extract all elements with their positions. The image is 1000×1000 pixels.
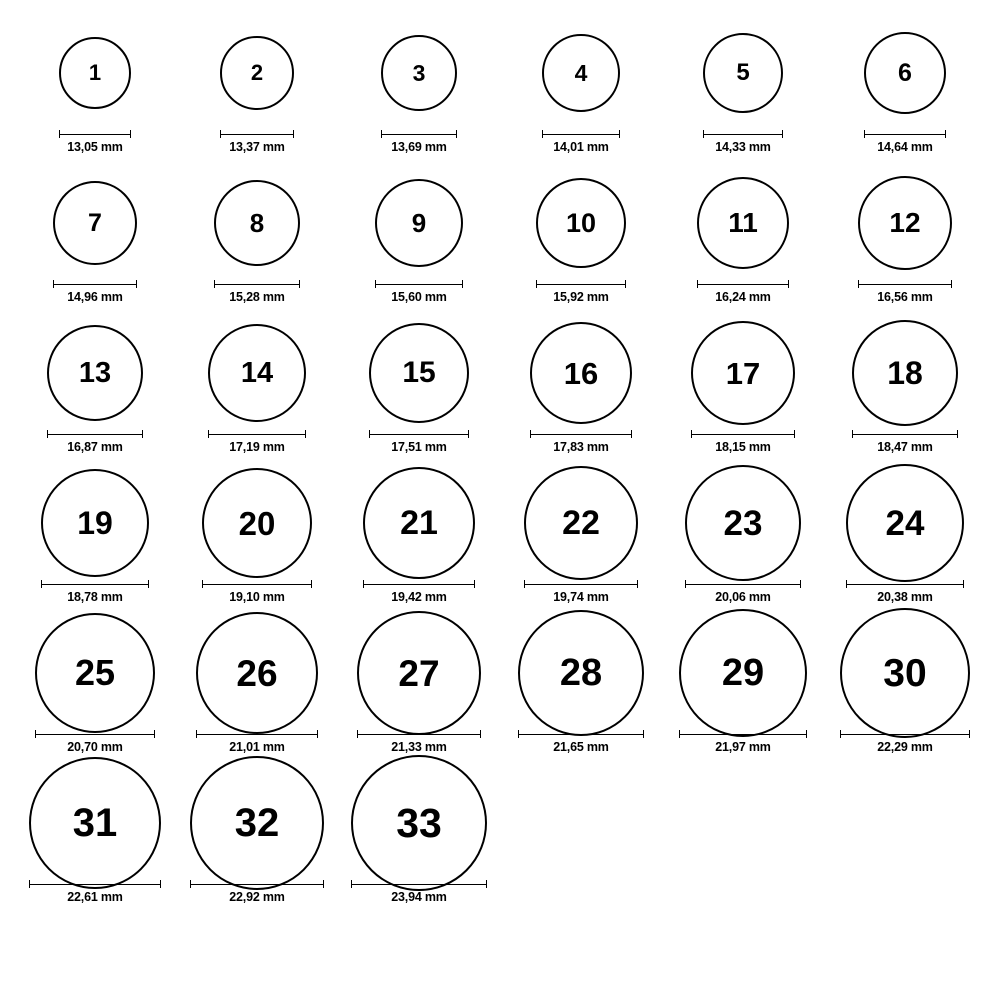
diameter-caliper	[518, 729, 644, 738]
ring-circle-wrap	[208, 318, 306, 428]
caliper-bar	[518, 730, 644, 738]
ring-circle	[196, 612, 318, 734]
diameter-caliper	[190, 879, 324, 888]
ring-size-cell	[14, 318, 176, 466]
diameter-caliper	[381, 129, 457, 138]
caliper-line	[369, 434, 469, 435]
ring-circle	[542, 34, 620, 112]
caliper-line	[679, 734, 807, 735]
caliper-bar	[357, 730, 481, 738]
ring-circle	[202, 468, 312, 578]
ring-size-cell	[14, 618, 176, 766]
ring-size-grid	[14, 18, 986, 916]
ring-circle-wrap	[220, 18, 294, 128]
diameter-caliper	[530, 429, 632, 438]
diameter-label: 13,37 mm	[229, 140, 285, 154]
diameter-caliper	[351, 879, 487, 888]
diameter-label: 18,15 mm	[715, 440, 771, 454]
ring-size-cell	[338, 768, 500, 916]
ring-circle-wrap	[530, 318, 632, 428]
diameter-label: 16,87 mm	[67, 440, 123, 454]
caliper-line	[351, 884, 487, 885]
ring-circle	[858, 176, 952, 270]
ring-size-cell	[500, 618, 662, 766]
caliper-bar	[840, 730, 970, 738]
ring-size-number: 29	[721, 652, 765, 694]
ring-size-number: 24	[885, 503, 925, 543]
ring-circle-wrap	[53, 168, 137, 278]
diameter-label: 21,65 mm	[553, 740, 609, 754]
ring-circle-wrap	[518, 618, 644, 728]
diameter-caliper	[53, 279, 137, 288]
diameter-caliper	[846, 579, 964, 588]
caliper-line	[357, 734, 481, 735]
diameter-caliper	[35, 729, 155, 738]
caliper-line	[530, 434, 632, 435]
ring-circle-wrap	[846, 468, 964, 578]
ring-circle-wrap	[840, 618, 970, 728]
caliper-line	[381, 134, 457, 135]
ring-size-number: 20	[238, 504, 276, 542]
ring-circle-wrap	[351, 768, 487, 878]
ring-size-number: 6	[898, 58, 912, 87]
caliper-bar	[536, 280, 626, 288]
caliper-bar	[381, 130, 457, 138]
ring-size-cell	[176, 618, 338, 766]
caliper-line	[208, 434, 306, 435]
diameter-label: 17,83 mm	[553, 440, 609, 454]
diameter-caliper	[47, 429, 143, 438]
ring-circle	[697, 177, 789, 269]
ring-circle	[679, 609, 807, 737]
ring-circle	[214, 180, 300, 266]
caliper-bar	[375, 280, 463, 288]
diameter-caliper	[840, 729, 970, 738]
ring-circle	[369, 323, 469, 423]
ring-size-cell	[176, 18, 338, 166]
ring-circle	[41, 469, 149, 577]
ring-size-cell	[662, 168, 824, 316]
caliper-line	[852, 434, 958, 435]
ring-circle	[351, 755, 487, 891]
ring-size-cell	[176, 318, 338, 466]
ring-size-number: 33	[396, 799, 442, 846]
ring-size-number: 16	[563, 355, 599, 391]
ring-size-cell	[338, 618, 500, 766]
caliper-bar	[202, 580, 312, 588]
diameter-label: 22,92 mm	[229, 890, 285, 904]
caliper-bar	[190, 880, 324, 888]
diameter-caliper	[679, 729, 807, 738]
caliper-bar	[196, 730, 318, 738]
ring-circle	[59, 37, 131, 109]
diameter-caliper	[697, 279, 789, 288]
caliper-line	[59, 134, 131, 135]
ring-circle-wrap	[864, 18, 946, 128]
ring-size-number: 1	[88, 60, 102, 85]
diameter-caliper	[369, 429, 469, 438]
diameter-caliper	[29, 879, 161, 888]
diameter-caliper	[536, 279, 626, 288]
ring-circle-wrap	[47, 318, 143, 428]
diameter-label: 19,74 mm	[553, 590, 609, 604]
ring-circle	[381, 35, 457, 111]
ring-size-number: 15	[402, 356, 436, 389]
ring-size-number: 17	[725, 355, 761, 391]
ring-circle-wrap	[363, 468, 475, 578]
diameter-label: 14,01 mm	[553, 140, 609, 154]
caliper-bar	[542, 130, 620, 138]
ring-size-number: 32	[234, 801, 280, 845]
diameter-label: 16,56 mm	[877, 290, 933, 304]
ring-size-cell	[824, 468, 986, 616]
caliper-bar	[864, 130, 946, 138]
diameter-label: 23,94 mm	[391, 890, 447, 904]
ring-size-cell	[338, 168, 500, 316]
caliper-bar	[858, 280, 952, 288]
ring-circle	[524, 466, 638, 580]
diameter-label: 15,28 mm	[229, 290, 285, 304]
ring-circle-wrap	[375, 168, 463, 278]
ring-size-number: 28	[559, 652, 603, 694]
diameter-caliper	[852, 429, 958, 438]
diameter-label: 15,60 mm	[391, 290, 447, 304]
diameter-caliper	[542, 129, 620, 138]
caliper-line	[697, 284, 789, 285]
diameter-label: 21,97 mm	[715, 740, 771, 754]
caliper-line	[35, 734, 155, 735]
ring-circle-wrap	[357, 618, 481, 728]
caliper-bar	[524, 580, 638, 588]
caliper-line	[375, 284, 463, 285]
ring-circle-wrap	[214, 168, 300, 278]
diameter-caliper	[703, 129, 783, 138]
caliper-line	[518, 734, 644, 735]
ring-size-number: 7	[88, 208, 102, 237]
ring-size-number: 26	[236, 652, 278, 694]
caliper-line	[685, 584, 801, 585]
ring-size-cell	[14, 468, 176, 616]
caliper-bar	[35, 730, 155, 738]
ring-circle-wrap	[29, 768, 161, 878]
ring-size-cell	[338, 18, 500, 166]
caliper-line	[202, 584, 312, 585]
caliper-bar	[220, 130, 294, 138]
caliper-line	[524, 584, 638, 585]
ring-circle-wrap	[685, 468, 801, 578]
caliper-line	[214, 284, 300, 285]
ring-circle	[220, 36, 294, 110]
ring-circle	[685, 465, 801, 581]
ring-size-number: 23	[723, 503, 763, 543]
caliper-bar	[363, 580, 475, 588]
caliper-bar	[59, 130, 131, 138]
ring-circle-wrap	[858, 168, 952, 278]
diameter-label: 14,64 mm	[877, 140, 933, 154]
caliper-line	[840, 734, 970, 735]
ring-size-number: 4	[574, 59, 588, 86]
ring-size-cell	[14, 768, 176, 916]
ring-size-cell	[662, 18, 824, 166]
ring-circle-wrap	[536, 168, 626, 278]
ring-circle-wrap	[679, 618, 807, 728]
ring-circle-wrap	[196, 618, 318, 728]
ring-circle	[846, 464, 964, 582]
ring-size-cell	[14, 18, 176, 166]
ring-circle	[536, 178, 626, 268]
diameter-caliper	[59, 129, 131, 138]
ring-circle-wrap	[35, 618, 155, 728]
diameter-caliper	[41, 579, 149, 588]
caliper-line	[190, 884, 324, 885]
caliper-bar	[351, 880, 487, 888]
ring-size-number: 27	[398, 652, 440, 694]
caliper-bar	[846, 580, 964, 588]
diameter-caliper	[858, 279, 952, 288]
diameter-label: 18,47 mm	[877, 440, 933, 454]
diameter-caliper	[363, 579, 475, 588]
ring-size-cell	[338, 318, 500, 466]
diameter-label: 18,78 mm	[67, 590, 123, 604]
caliper-bar	[852, 430, 958, 438]
ring-circle	[29, 757, 161, 889]
diameter-caliper	[375, 279, 463, 288]
diameter-label: 17,51 mm	[391, 440, 447, 454]
ring-size-number: 21	[400, 504, 438, 542]
caliper-bar	[47, 430, 143, 438]
caliper-line	[363, 584, 475, 585]
ring-circle	[53, 181, 137, 265]
ring-size-number: 19	[77, 505, 113, 541]
diameter-caliper	[202, 579, 312, 588]
ring-circle	[840, 608, 970, 738]
caliper-bar	[208, 430, 306, 438]
ring-circle-wrap	[524, 468, 638, 578]
ring-size-cell	[662, 318, 824, 466]
ring-size-number: 5	[736, 59, 750, 86]
diameter-caliper	[524, 579, 638, 588]
ring-size-number: 11	[728, 207, 758, 238]
ring-size-number: 25	[74, 652, 116, 693]
caliper-bar	[29, 880, 161, 888]
diameter-label: 14,33 mm	[715, 140, 771, 154]
ring-circle-wrap	[41, 468, 149, 578]
ring-circle-wrap	[59, 18, 131, 128]
ring-circle	[357, 611, 481, 735]
ring-size-number: 12	[889, 207, 921, 238]
ring-size-cell	[824, 168, 986, 316]
caliper-bar	[53, 280, 137, 288]
ring-size-number: 13	[78, 356, 112, 389]
diameter-caliper	[864, 129, 946, 138]
caliper-bar	[369, 430, 469, 438]
ring-circle-wrap	[852, 318, 958, 428]
caliper-line	[542, 134, 620, 135]
ring-size-cell	[500, 468, 662, 616]
diameter-caliper	[214, 279, 300, 288]
ring-size-cell	[176, 768, 338, 916]
ring-circle-wrap	[703, 18, 783, 128]
caliper-bar	[691, 430, 795, 438]
diameter-label: 19,10 mm	[229, 590, 285, 604]
ring-circle-wrap	[381, 18, 457, 128]
ring-circle-wrap	[190, 768, 324, 878]
ring-size-cell	[14, 168, 176, 316]
ring-size-cell	[662, 468, 824, 616]
diameter-label: 13,05 mm	[67, 140, 123, 154]
diameter-label: 17,19 mm	[229, 440, 285, 454]
ring-size-cell	[176, 168, 338, 316]
caliper-line	[196, 734, 318, 735]
ring-size-number: 30	[883, 651, 927, 695]
ring-size-number: 9	[411, 208, 427, 238]
diameter-label: 19,42 mm	[391, 590, 447, 604]
diameter-caliper	[685, 579, 801, 588]
ring-circle	[530, 322, 632, 424]
caliper-line	[864, 134, 946, 135]
caliper-line	[536, 284, 626, 285]
ring-circle	[852, 320, 958, 426]
ring-size-cell	[500, 168, 662, 316]
ring-circle	[35, 613, 155, 733]
diameter-caliper	[220, 129, 294, 138]
diameter-label: 20,38 mm	[877, 590, 933, 604]
ring-size-cell	[662, 618, 824, 766]
diameter-label: 16,24 mm	[715, 290, 771, 304]
ring-size-cell	[338, 468, 500, 616]
ring-size-cell	[824, 318, 986, 466]
ring-size-number: 2	[250, 60, 264, 85]
ring-size-number: 8	[249, 208, 265, 238]
caliper-bar	[685, 580, 801, 588]
ring-circle-wrap	[369, 318, 469, 428]
caliper-bar	[679, 730, 807, 738]
caliper-line	[703, 134, 783, 135]
ring-size-number: 10	[565, 207, 597, 238]
caliper-bar	[697, 280, 789, 288]
caliper-line	[29, 884, 161, 885]
caliper-line	[846, 584, 964, 585]
ring-circle	[518, 610, 644, 736]
ring-size-cell	[500, 18, 662, 166]
ring-size-cell	[500, 318, 662, 466]
ring-circle	[864, 32, 946, 114]
caliper-bar	[41, 580, 149, 588]
ring-circle	[363, 467, 475, 579]
ring-size-number: 22	[562, 504, 600, 542]
diameter-label: 21,33 mm	[391, 740, 447, 754]
ring-size-cell	[824, 618, 986, 766]
diameter-label: 20,06 mm	[715, 590, 771, 604]
caliper-line	[858, 284, 952, 285]
ring-circle-wrap	[697, 168, 789, 278]
ring-circle	[375, 179, 463, 267]
diameter-label: 15,92 mm	[553, 290, 609, 304]
caliper-line	[691, 434, 795, 435]
caliper-line	[47, 434, 143, 435]
ring-circle-wrap	[691, 318, 795, 428]
ring-size-number: 31	[72, 801, 118, 845]
diameter-caliper	[196, 729, 318, 738]
caliper-line	[220, 134, 294, 135]
caliper-bar	[530, 430, 632, 438]
caliper-bar	[214, 280, 300, 288]
caliper-bar	[703, 130, 783, 138]
ring-circle-wrap	[202, 468, 312, 578]
caliper-line	[53, 284, 137, 285]
ring-circle	[47, 325, 143, 421]
diameter-label: 22,29 mm	[877, 740, 933, 754]
ring-size-number: 14	[240, 356, 274, 389]
diameter-caliper	[208, 429, 306, 438]
diameter-label: 13,69 mm	[391, 140, 447, 154]
ring-size-cell	[176, 468, 338, 616]
ring-circle	[703, 33, 783, 113]
ring-circle	[190, 756, 324, 890]
ring-size-cell	[824, 18, 986, 166]
ring-circle-wrap	[542, 18, 620, 128]
diameter-label: 14,96 mm	[67, 290, 123, 304]
ring-size-number: 3	[412, 59, 426, 86]
diameter-label: 20,70 mm	[67, 740, 123, 754]
caliper-line	[41, 584, 149, 585]
diameter-caliper	[357, 729, 481, 738]
diameter-label: 21,01 mm	[229, 740, 285, 754]
ring-circle	[691, 321, 795, 425]
ring-circle	[208, 324, 306, 422]
ring-size-number: 18	[887, 355, 923, 391]
diameter-caliper	[691, 429, 795, 438]
diameter-label: 22,61 mm	[67, 890, 123, 904]
